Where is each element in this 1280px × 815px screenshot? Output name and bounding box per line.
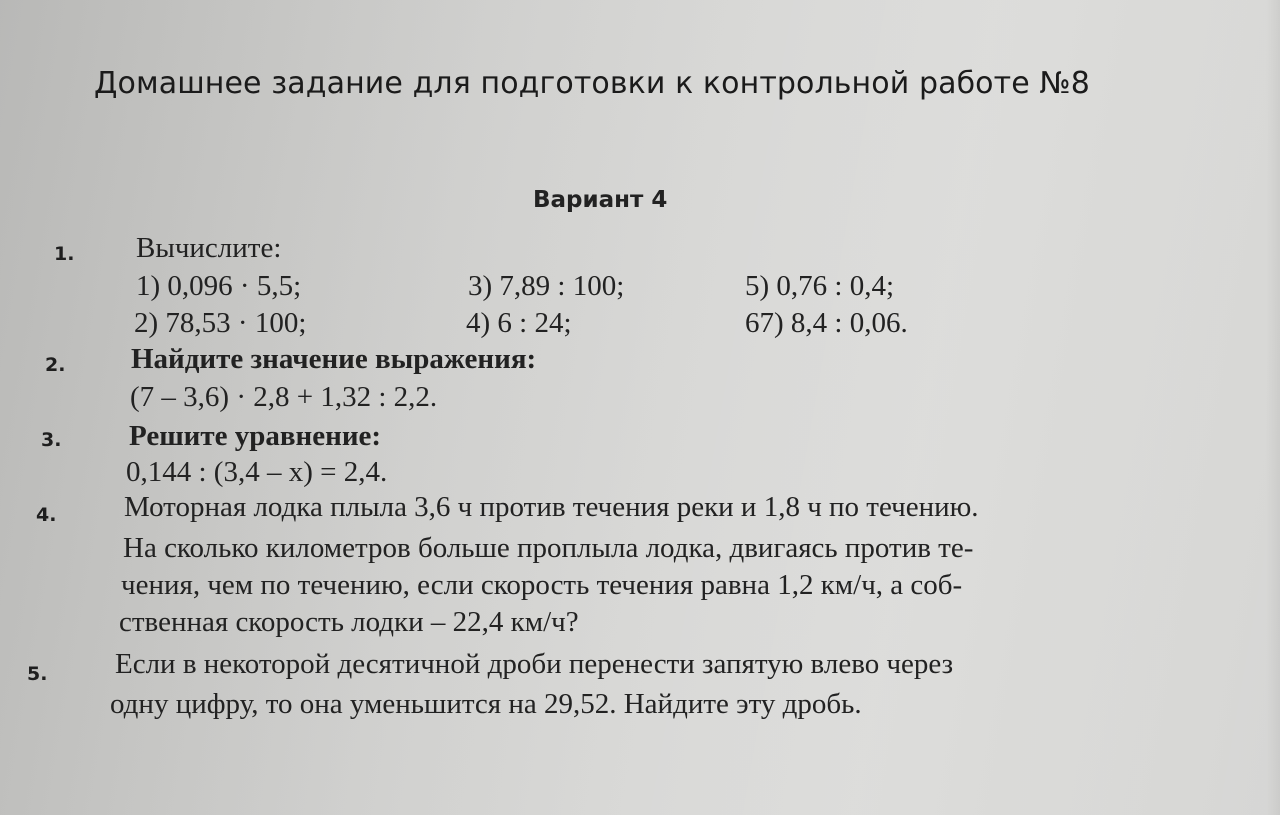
- task-4-line-2: На сколько километров больше проплыла лодка, двигаясь против те-: [123, 532, 974, 564]
- task-4-number: 4.: [36, 504, 57, 526]
- variant-heading: Вариант 4: [533, 187, 668, 213]
- page-title: Домашнее задание для подготовки к контрольной работе №8: [94, 66, 1090, 101]
- task-3-number: 3.: [41, 429, 62, 451]
- task-4-line-1: Моторная лодка плыла 3,6 ч против течения реки и 1,8 ч по течению.: [124, 491, 979, 523]
- task-5-line-1: Если в некоторой десятичной дроби перенести запятую влево через: [115, 648, 954, 680]
- task-2-number: 2.: [45, 354, 66, 376]
- task-5-line-2: одну цифру, то она уменьшится на 29,52. Найдите эту дробь.: [110, 688, 862, 720]
- task-1-heading: Вычислите:: [136, 232, 282, 264]
- task-1-item-2: 2) 78,53 · 100;: [134, 307, 307, 339]
- task-2-expression: (7 – 3,6) · 2,8 + 1,32 : 2,2.: [130, 381, 438, 413]
- task-1-number: 1.: [54, 243, 75, 265]
- task-2-heading: Найдите значение выражения:: [131, 343, 537, 375]
- task-3-heading: Решите уравнение:: [129, 420, 382, 452]
- task-1-item-6: 67) 8,4 : 0,06.: [745, 307, 908, 339]
- task-1-item-5: 5) 0,76 : 0,4;: [745, 270, 895, 302]
- paper-edge: [1266, 0, 1280, 815]
- task-5-number: 5.: [27, 663, 48, 685]
- task-3-expression: 0,144 : (3,4 – x) = 2,4.: [126, 456, 388, 488]
- task-4-line-3: чения, чем по течению, если скорость течения равна 1,2 км/ч, а соб-: [121, 569, 963, 601]
- task-4-line-4: ственная скорость лодки – 22,4 км/ч?: [119, 606, 579, 638]
- task-1-item-4: 4) 6 : 24;: [466, 307, 572, 339]
- task-1-item-3: 3) 7,89 : 100;: [468, 270, 625, 302]
- task-1-item-1: 1) 0,096 · 5,5;: [136, 270, 302, 302]
